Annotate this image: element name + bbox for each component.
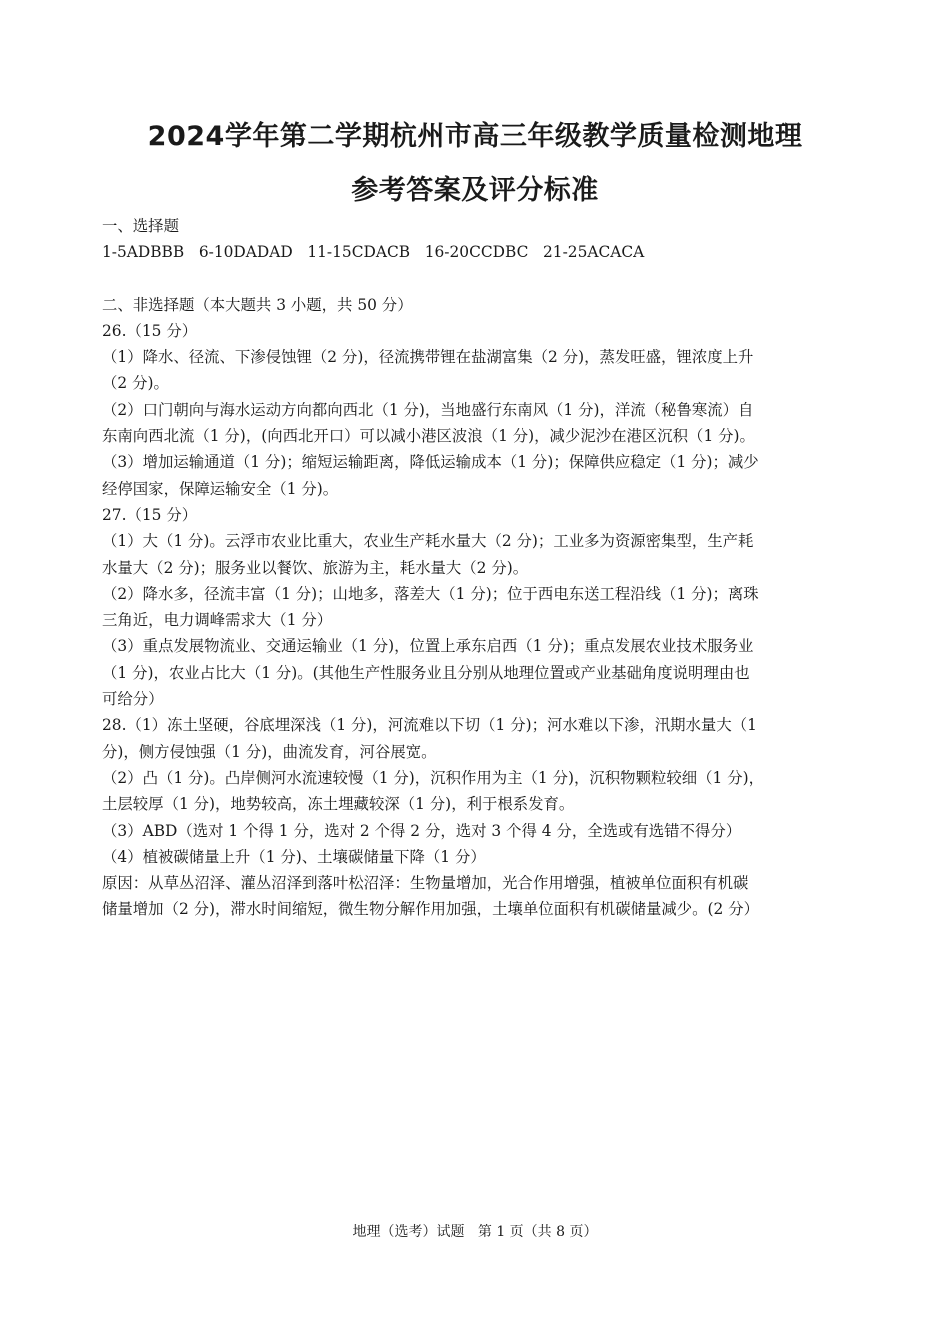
question-27-header: 27.（15 分） bbox=[102, 505, 198, 524]
answer-line: （2）凸（1 分)。凸岸侧河水流速较慢（1 分)，沉积作用为主（1 分)，沉积物颗粒较细（1 分)， bbox=[102, 768, 765, 787]
answer-line: （1 分)，农业占比大（1 分)。(其他生产性服务业且分别从地理位置或产业基础角度说明理由也 bbox=[102, 663, 750, 682]
answer-line: 水量大（2 分)；服务业以餐饮、旅游为主，耗水量大（2 分)。 bbox=[102, 558, 529, 577]
question-26-header: 26.（15 分） bbox=[102, 321, 198, 340]
blank-line bbox=[102, 266, 854, 292]
answer-line: （1）降水、径流、下渗侵蚀锂（2 分)，径流携带锂在盐湖富集（2 分)，蒸发旺盛，锂浓度上升 bbox=[102, 348, 754, 367]
answer-line: （3）重点发展物流业、交通运输业（1 分)，位置上承东启西（1 分)；重点发展农业技术服务业 bbox=[102, 637, 754, 656]
answer-line: （1）大（1 分)。云浮市农业比重大，农业生产耗水量大（2 分)；工业多为资源密集型，生产耗 bbox=[102, 532, 754, 551]
answer-line: 28.（1）冻土坚硬，谷底埋深浅（1 分)，河流难以下切（1 分)；河水难以下渗，汛期水量大（1 bbox=[102, 716, 757, 735]
choice-answers: 1-5ADBBB 6-10DADAD 11-15CDACB 16-20CCDBC 21-25ACACA bbox=[102, 243, 645, 262]
answer-line: （3）ABD（选对 1 个得 1 分，选对 2 个得 2 分，选对 3 个得 4 分，全选或有选错不得分） bbox=[102, 821, 742, 840]
section-heading-choice: 一、选择题 bbox=[102, 217, 179, 235]
answer-line: （2）口门朝向与海水运动方向都向西北（1 分)，当地盛行东南风（1 分)，洋流（秘鲁寒流）自 bbox=[102, 400, 754, 419]
answer-line: 经停国家，保障运输安全（1 分)。 bbox=[102, 479, 339, 498]
section-heading-nonchoice: 二、非选择题（本大题共 3 小题，共 50 分） bbox=[102, 295, 413, 314]
document-subtitle: 参考答案及评分标准 bbox=[351, 175, 599, 206]
answer-line: 储量增加（2 分)，滞水时间缩短，微生物分解作用加强，土壤单位面积有机碳储量减少。(2 分） bbox=[102, 900, 760, 919]
answer-line: 东南向西北流（1 分)，(向西北开口）可以减小港区波浪（1 分)，减少泥沙在港区沉积（1 分)。 bbox=[102, 427, 755, 446]
answer-line: （3）增加运输通道（1 分)；缩短运输距离，降低运输成本（1 分)；保障供应稳定（1 分)；减少 bbox=[102, 453, 759, 472]
answer-line: （2 分)。 bbox=[102, 374, 169, 393]
document-title: 2024学年第二学期杭州市高三年级教学质量检测地理 bbox=[147, 121, 803, 152]
answer-line: 土层较厚（1 分)，地势较高，冻土埋藏较深（1 分)，利于根系发育。 bbox=[102, 795, 575, 814]
answer-line: （2）降水多，径流丰富（1 分)；山地多，落差大（1 分)；位于西电东送工程沿线（1 分)；离珠 bbox=[102, 584, 759, 603]
answer-line: （4）植被碳储量上升（1 分)、土壤碳储量下降（1 分） bbox=[102, 847, 486, 866]
answer-line: 原因：从草丛沼泽、灌丛沼泽到落叶松沼泽：生物量增加，光合作用增强，植被单位面积有机碳 bbox=[102, 874, 749, 893]
answer-line: 三角近，电力调峰需求大（1 分） bbox=[102, 611, 333, 630]
answer-line: 可给分） bbox=[102, 690, 164, 709]
page-footer: 地理（选考）试题 第 1 页（共 8 页） bbox=[352, 1224, 598, 1240]
answer-line: 分)，侧方侵蚀强（1 分)，曲流发育，河谷展宽。 bbox=[102, 742, 437, 761]
answer-body bbox=[102, 213, 854, 923]
